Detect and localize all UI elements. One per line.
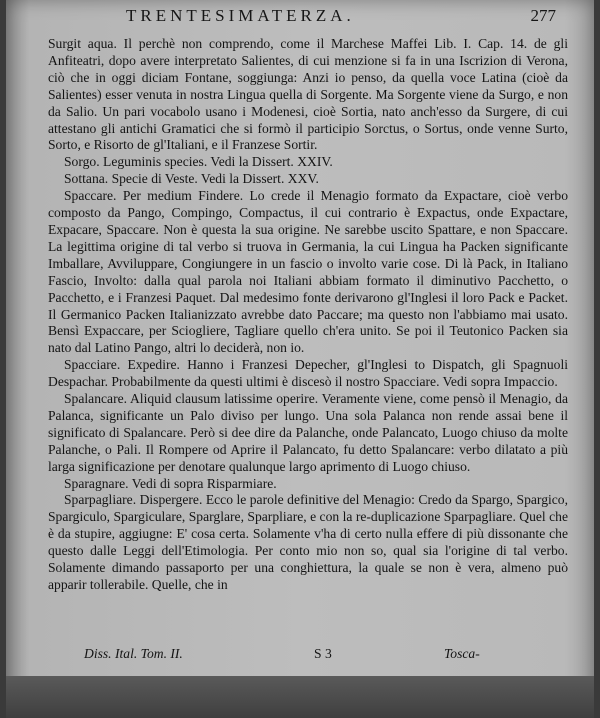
volume-line: Diss. Ital. Tom. II. [84,646,183,661]
paragraph: Sparpagliare. Dispergere. Ecco le parole definitive del Menagio: Credo da Spargo, Spargico, Spargiculo, Spargiculare, Sparglare, Sparpliare, e con la re-duplicazione Sparpagliare. Quel che è da stupire, aggiugne: E' cosa certa. Solamente v'ha di certo nulla effere di più dissonante che questo dalle Leggi dell'Etimologia. Per conto mio non so, qual sia l'origine di tal verbo. Solamente dimando passaporto per una conghiettura, la quale se non è vera, almeno può apparir tollerabile. Quelle, che in [48,492,568,592]
paragraph: Sottana. Specie di Veste. Vedi la Dissert. XXV. [64,171,319,187]
signature-mark: S 3 [314,646,332,661]
catchword: Tosca- [444,646,480,661]
paragraph: Spalancare. Aliquid clausum latissime operire. Veramente viene, come pensò il Menagio, da Palanca, significante un Palo diviso per lungo. Una sola Palanca non rende assai bene il significato di Spalancare. Però si dee dire da Palanche, onde Palancato, Luogo chiuso da molte Palanche, o Pali. Il Rompere od Aprire il Palancato, fu detto Spalancare: verbo dilatato a più larga significazione per denotare qualunque largo aprimento di Luogo chiuso. [48,391,568,474]
page-number: 277 [530,6,556,25]
paragraph: Surgit aqua. Il perchè non comprendo, come il Marchese Maffei Lib. I. Cap. 14. de gli Anfiteatri, dopo avere interpretato Salientes, di cui menzione si fa in una Iscrizion di Verona, ciò che in oggi diciam Fontane, soggiunga: Anzi io penso, da quella voce Latina (cioè da Salientes) esser venuta in nostra Lingua quella di Sorgente. Ma Sorgente viene da Surgo, e non da Salio. Un pari vocabolo usano i Modenesi, cioè Sortia, nato anch'esso da Surgere, di cui attestano gli antichi Gramatici che si formò il participio Sorctus, o Sortus, onde venne Surto, Sorto, e Risorto de gl'Italiani, e il Franzese Sortir. [48,36,568,153]
paragraph: Sparagnare. Vedi di sopra Risparmiare. [64,475,277,491]
book-page [6,0,594,718]
paragraph: Spaccare. Per medium Findere. Lo crede il Menagio formato da Expactare, cioè verbo composto da Pango, Compingo, Compactus, il cui contrario è Expactus, onde Expactare, Expacare, Spaccare. Non è questa la sua origine. Ne sarebbe uscito Spattare, e non Spaccare. La legittima origine di tal verbo si truova in Germania, la cui Lingua ha Packen significante Imballare, Avviluppare, Congiungere in un fascio o involto varie cose. Di là Pack, in Italiano Fascio, Involto: dalla qual parola noi Italiani abbiam formato il diminutivo Pacchetto, o Pacchetto, e i Franzesi Paquet. Dal medesimo fonte derivarono gl'Inglesi il loro Pack e Packet. Il Germanico Packen Italianizzato avrebbe dato Paccare; ma questo non l'abbiamo mai usato. Bensì Expaccare, per Sciogliere, Tagliare quello ch'era unito. Se poi il Teutonico Packen sia nato dal Latino Pango, altri lo deciderà, non io. [48,188,568,356]
running-header [126,6,556,26]
body-text [48,36,568,594]
paragraph: Spacciare. Expedire. Hanno i Franzesi Depecher, gl'Inglesi to Dispatch, gli Spagnuoli Despachar. Probabilmente da questi ultimi è discesò il nostro Spacciare. Vedi sopra Impaccio. [48,357,568,390]
running-title: TRENTESIMATERZA. [126,6,355,25]
page-bottom-shadow [6,676,594,718]
page-footer [84,646,484,662]
paragraph: Sorgo. Leguminis species. Vedi la Dissert. XXIV. [64,154,333,170]
